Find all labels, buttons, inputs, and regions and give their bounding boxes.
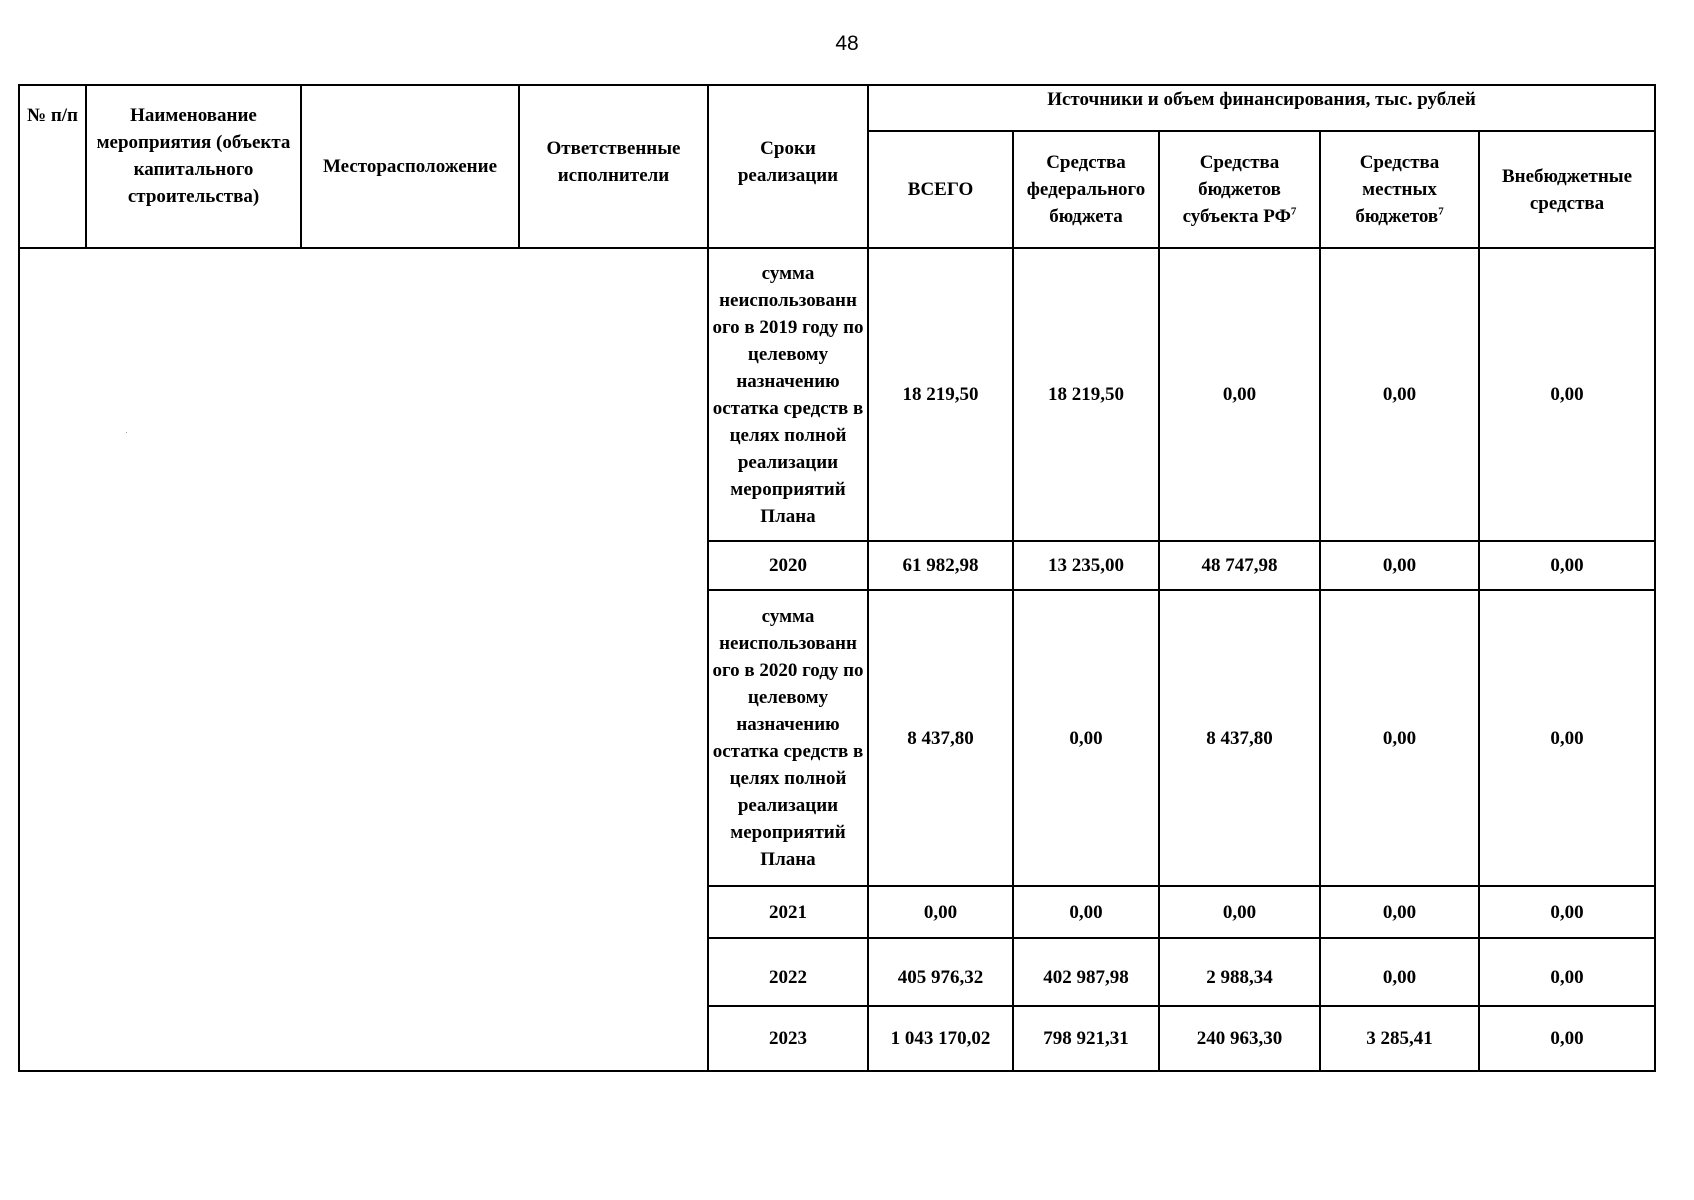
row-extra: 0,00 [1479, 590, 1655, 886]
row-local: 0,00 [1320, 541, 1479, 590]
row-federal: 798 921,31 [1013, 1006, 1159, 1071]
header-funding-group: Источники и объем финансирования, тыс. рублей [868, 85, 1655, 131]
row-period: сумма неиспользованн ого в 2019 году по целевому назначению остатка средств в целях полной реализации мероприятий Плана [708, 248, 868, 541]
header-num: № п/п [19, 85, 86, 248]
row-period: 2020 [708, 541, 868, 590]
row-federal: 402 987,98 [1013, 938, 1159, 1006]
row-total: 405 976,32 [868, 938, 1013, 1006]
table-row [19, 248, 1655, 541]
row-total: 8 437,80 [868, 590, 1013, 886]
row-regional: 8 437,80 [1159, 590, 1320, 886]
row-local: 0,00 [1320, 248, 1479, 541]
row-regional: 0,00 [1159, 886, 1320, 938]
row-federal: 13 235,00 [1013, 541, 1159, 590]
row-extra: 0,00 [1479, 938, 1655, 1006]
scan-speck [126, 432, 127, 433]
header-location: Месторасположение [301, 85, 519, 248]
header-regional-label: Средства бюджетов субъекта РФ [1182, 152, 1291, 227]
row-extra: 0,00 [1479, 541, 1655, 590]
header-local [1320, 131, 1479, 248]
row-local: 3 285,41 [1320, 1006, 1479, 1071]
merged-empty-cell [19, 248, 708, 1071]
row-federal: 0,00 [1013, 886, 1159, 938]
row-extra: 0,00 [1479, 248, 1655, 541]
row-period: сумма неиспользованн ого в 2020 году по целевому назначению остатка средств в целях полной реализации мероприятий Плана [708, 590, 868, 886]
header-regional [1159, 131, 1320, 248]
header-local-label: Средства местных бюджетов [1355, 152, 1440, 227]
row-total: 1 043 170,02 [868, 1006, 1013, 1071]
row-federal: 18 219,50 [1013, 248, 1159, 541]
header-row-top [19, 85, 1655, 131]
row-local: 0,00 [1320, 590, 1479, 886]
row-local: 0,00 [1320, 886, 1479, 938]
header-local-footnote: 7 [1438, 205, 1444, 218]
header-total: ВСЕГО [868, 131, 1013, 248]
header-name: Наименование мероприятия (объекта капитального строительства) [86, 85, 301, 248]
funding-table [18, 84, 1656, 1072]
header-extra: Внебюджетные средства [1479, 131, 1655, 248]
row-total: 18 219,50 [868, 248, 1013, 541]
header-federal: Средства федерального бюджета [1013, 131, 1159, 248]
row-total: 61 982,98 [868, 541, 1013, 590]
row-period: 2023 [708, 1006, 868, 1071]
row-period: 2021 [708, 886, 868, 938]
row-total: 0,00 [868, 886, 1013, 938]
header-period: Сроки реализации [708, 85, 868, 248]
row-regional: 240 963,30 [1159, 1006, 1320, 1071]
row-federal: 0,00 [1013, 590, 1159, 886]
row-regional: 0,00 [1159, 248, 1320, 541]
row-extra: 0,00 [1479, 1006, 1655, 1071]
header-responsible: Ответственные исполнители [519, 85, 708, 248]
row-regional: 2 988,34 [1159, 938, 1320, 1006]
row-local: 0,00 [1320, 938, 1479, 1006]
header-regional-footnote: 7 [1290, 205, 1297, 218]
row-period: 2022 [708, 938, 868, 1006]
row-regional: 48 747,98 [1159, 541, 1320, 590]
page-number: 48 [835, 32, 859, 55]
row-extra: 0,00 [1479, 886, 1655, 938]
